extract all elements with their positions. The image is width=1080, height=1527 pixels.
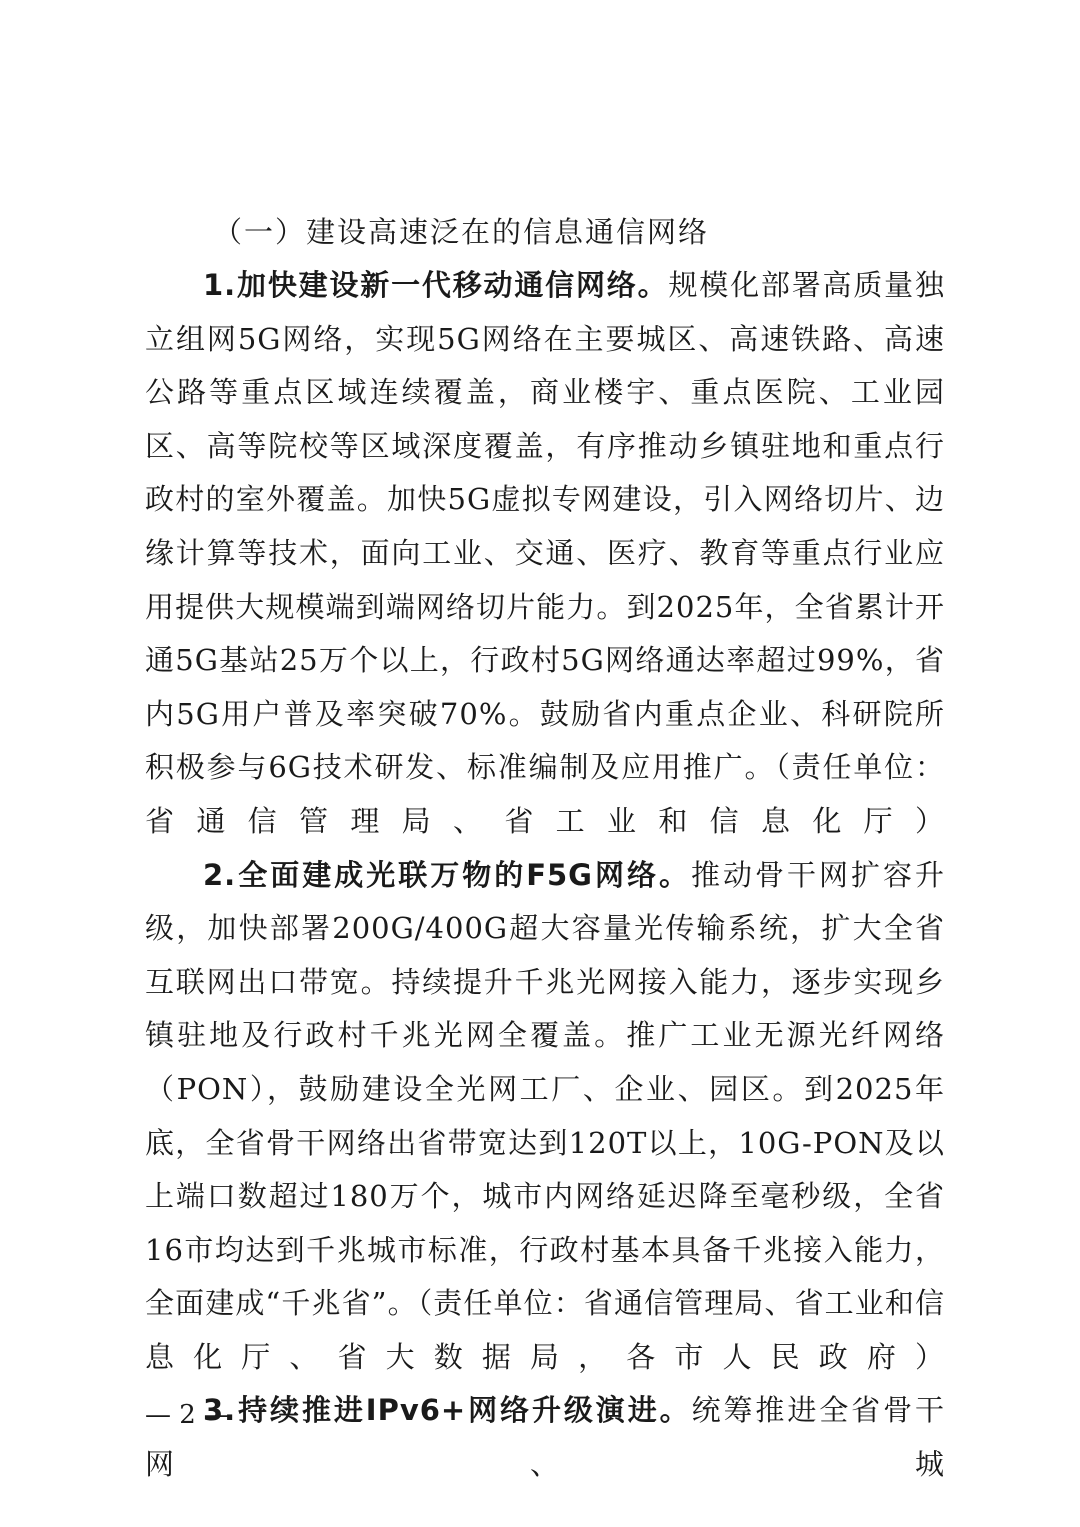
paragraph-3	[145, 1384, 945, 1491]
paragraph-3-lead: 3.持续推进IPv6+网络升级演进。	[203, 1393, 692, 1428]
paragraph-2-lead: 2.全面建成光联万物的F5G网络。	[203, 857, 691, 892]
paragraph-2	[145, 849, 945, 1385]
paragraph-2-body: 推动骨干网扩容升级，加快部署200G/400G超大容量光传输系统，扩大全省互联网出口带宽。持续提升千兆光网接入能力，逐步实现乡镇驻地及行政村千兆光网全覆盖。推广工业无源光纤网络（PON），鼓励建设全光网工厂、企业、园区。到2025年底，全省骨干网络出省带宽达到120T以上，10G-PON及以上端口数超过180万个，城市内网络延迟降至毫秒级，全省16市均达到千兆城市标准，行政村基本具备千兆接入能力，全面建成“千兆省”。（责任单位：省通信管理局、省工业和信息化厅、省大数据局，各市人民政府）	[145, 857, 945, 1374]
section-heading: （一）建设高速泛在的信息通信网络	[213, 215, 710, 249]
paragraph-1-lead: 1.加快建设新一代移动通信网络。	[203, 268, 669, 302]
document-body	[145, 206, 945, 1492]
paragraph-1	[145, 259, 945, 849]
paragraph-1-body: 规模化部署高质量独立组网5G网络，实现5G网络在主要城区、高速铁路、高速公路等重点区域连续覆盖，商业楼宇、重点医院、工业园区、高等院校等区域深度覆盖，有序推动乡镇驻地和重点行政村的室外覆盖。加快5G虚拟专网建设，引入网络切片、边缘计算等技术，面向工业、交通、医疗、教育等重点行业应用提供大规模端到端网络切片能力。到2025年，全省累计开通5G基站25万个以上，行政村5G网络通达率超过99%，省内5G用户普及率突破70%。鼓励省内重点企业、科研院所积极参与6G技术研发、标准编制及应用推广。（责任单位：省通信管理局、省工业和信息化厅）	[145, 268, 945, 838]
paragraph-3-body: 统筹推进全省骨干网、城	[145, 1393, 945, 1482]
page-number: — 2 —	[145, 1400, 231, 1430]
